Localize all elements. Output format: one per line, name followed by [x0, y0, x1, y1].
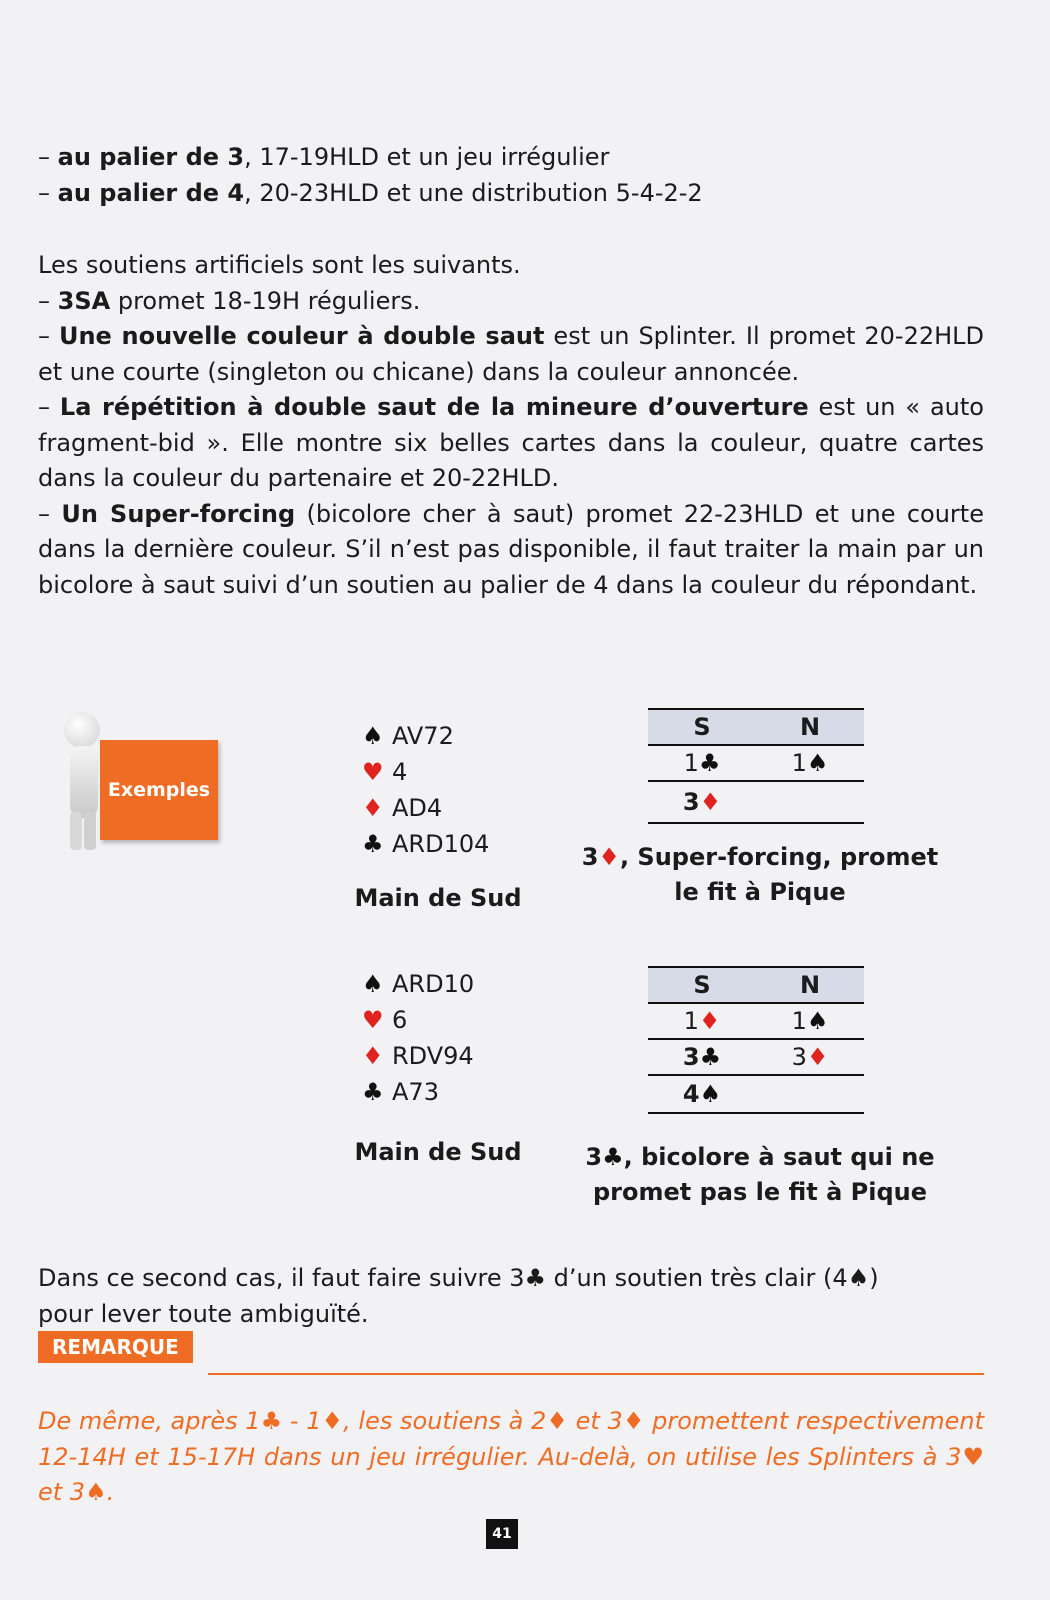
- diamond-icon: ♦: [622, 1407, 645, 1435]
- remark-text: De même, après 1♣ - 1♦, les soutiens à 2♦ et 3♦ promettent respectivement 12-14H et 15-17H dans un jeu irrégulier. Au-delà, on utilise les Splinters à 3♥ et 3♠.: [38, 1407, 985, 1506]
- heart-icon: ♥: [961, 1442, 984, 1471]
- caption-line: 3♣, bicolore à saut qui ne: [585, 1143, 935, 1171]
- intro-line-1: – au palier de 3, 17-19HLD et un jeu irrégulier: [38, 143, 610, 171]
- example1-hand: [362, 718, 489, 862]
- heart-icon: ♥: [362, 1006, 384, 1034]
- example1-bidding-table: [648, 708, 864, 824]
- bid-cell: 1♦: [683, 1007, 721, 1035]
- hand-row: [362, 826, 489, 862]
- example2-bid-caption: [570, 1140, 950, 1210]
- hand-cards: 4: [392, 758, 408, 786]
- example1-bid-caption: [570, 840, 950, 910]
- header-south: S: [693, 713, 711, 741]
- caption-line: promet pas le fit à Pique: [592, 1178, 928, 1206]
- bidding-header: [648, 966, 864, 1002]
- mascot-body-icon: [70, 746, 98, 818]
- spade-icon: ♠: [806, 749, 829, 777]
- diamond-icon: ♦: [806, 1043, 829, 1071]
- bid-cell: 3♣: [682, 1043, 722, 1071]
- example2-hand: [362, 966, 474, 1110]
- spade-icon: ♠: [847, 1264, 870, 1292]
- hand-cards: A73: [392, 1078, 439, 1106]
- hand-row: [362, 754, 489, 790]
- club-icon: ♣: [524, 1264, 547, 1292]
- examples-sign: Exemples: [100, 740, 218, 840]
- spade-icon: ♠: [806, 1007, 829, 1035]
- bidding-row: [648, 780, 864, 822]
- hand-row: [362, 1038, 474, 1074]
- hand-cards: AD4: [392, 794, 443, 822]
- hand-cards: 6: [392, 1006, 408, 1034]
- bidding-row: [648, 744, 864, 780]
- bidding-header: [648, 708, 864, 744]
- bid-cell: 1♣: [683, 749, 721, 777]
- item-3sa: – 3SA promet 18-19H réguliers.: [38, 286, 421, 315]
- spade-icon: ♠: [699, 1080, 722, 1108]
- bidding-row: [648, 1074, 864, 1112]
- hand-row: [362, 1074, 474, 1110]
- artificial-intro: Les soutiens artificiels sont les suivants.: [38, 251, 521, 279]
- spade-icon: ♠: [85, 1478, 107, 1506]
- caption-line: le fit à Pique: [674, 878, 846, 906]
- example2-hand-caption: Main de Sud: [354, 1138, 522, 1166]
- club-icon: ♣: [602, 1143, 624, 1171]
- diamond-icon: ♦: [546, 1407, 568, 1435]
- remark-label: REMARQUE: [38, 1331, 193, 1363]
- mascot-leg-icon: [70, 812, 82, 850]
- page-number: 41: [486, 1519, 518, 1549]
- club-icon: ♣: [698, 749, 721, 777]
- conclusion-line-2: pour lever toute ambiguïté.: [38, 1299, 369, 1328]
- bid-cell: 3♦: [791, 1043, 829, 1071]
- diamond-icon: ♦: [362, 1042, 384, 1070]
- diamond-icon: ♦: [698, 1007, 721, 1035]
- header-north: N: [799, 971, 821, 999]
- spade-icon: ♠: [362, 722, 384, 750]
- bid-cell: 4♠: [682, 1080, 722, 1108]
- item-auto-fragment: – La répétition à double saut de la mineure d’ouverture est un « auto fragment-bid ». Elle montre six belles cartes dans la couleur, quatre cartes dans la couleur du partenaire et 20-22HLD.: [38, 393, 984, 492]
- bid-cell: 3♦: [682, 788, 722, 816]
- heart-icon: ♥: [362, 758, 384, 786]
- diamond-icon: ♦: [321, 1407, 344, 1435]
- example2-bidding-table: [648, 966, 864, 1114]
- conclusion-line-1: Dans ce second cas, il faut faire suivre 3♣ d’un soutien très clair (4♠): [38, 1264, 879, 1292]
- bid-cell: 1♠: [791, 749, 829, 777]
- example1-hand-caption: Main de Sud: [354, 884, 522, 912]
- examples-mascot: [56, 712, 226, 852]
- bidding-row: [648, 1038, 864, 1074]
- hand-row: [362, 718, 489, 754]
- diamond-icon: ♦: [362, 794, 384, 822]
- mascot-head-icon: [64, 712, 100, 748]
- conclusion: [38, 1261, 984, 1332]
- spade-icon: ♠: [362, 970, 384, 998]
- hand-row: [362, 790, 489, 826]
- item-splinter: – Une nouvelle couleur à double saut est un Splinter. Il promet 20-22HLD et une courte (singleton ou chicane) dans la couleur annoncée.: [38, 322, 985, 386]
- intro-line-2: – au palier de 4, 20-23HLD et une distribution 5-4-2-2: [38, 178, 703, 207]
- club-icon: ♣: [699, 1043, 722, 1071]
- hand-cards: ARD10: [392, 970, 475, 998]
- item-super-forcing: – Un Super-forcing (bicolore cher à saut) promet 22-23HLD et une courte dans la dernière couleur. S’il n’est pas disponible, il faut traiter la main par un bicolore à saut suivi d’un soutien au palier de 4 dans la couleur du répondant.: [38, 499, 984, 599]
- bidding-row: [648, 1002, 864, 1038]
- hand-cards: RDV94: [392, 1042, 474, 1070]
- club-icon: ♣: [260, 1407, 283, 1435]
- bidding-bottom-rule: [648, 822, 864, 824]
- diamond-icon: ♦: [598, 843, 620, 871]
- club-icon: ♣: [362, 1078, 384, 1106]
- mascot-leg-icon: [84, 812, 96, 850]
- artificial-block: [38, 248, 984, 603]
- caption-line: 3♦, Super-forcing, promet: [581, 843, 939, 871]
- bid-cell: 1♠: [791, 1007, 829, 1035]
- intro-block: [38, 140, 984, 211]
- hand-row: [362, 1002, 474, 1038]
- hand-cards: ARD104: [392, 830, 490, 858]
- remark-divider: [208, 1373, 984, 1375]
- hand-cards: AV72: [392, 722, 454, 750]
- header-south: S: [693, 971, 711, 999]
- bidding-bottom-rule: [648, 1112, 864, 1114]
- club-icon: ♣: [362, 830, 384, 858]
- hand-row: [362, 966, 474, 1002]
- diamond-icon: ♦: [699, 788, 722, 816]
- header-north: N: [799, 713, 821, 741]
